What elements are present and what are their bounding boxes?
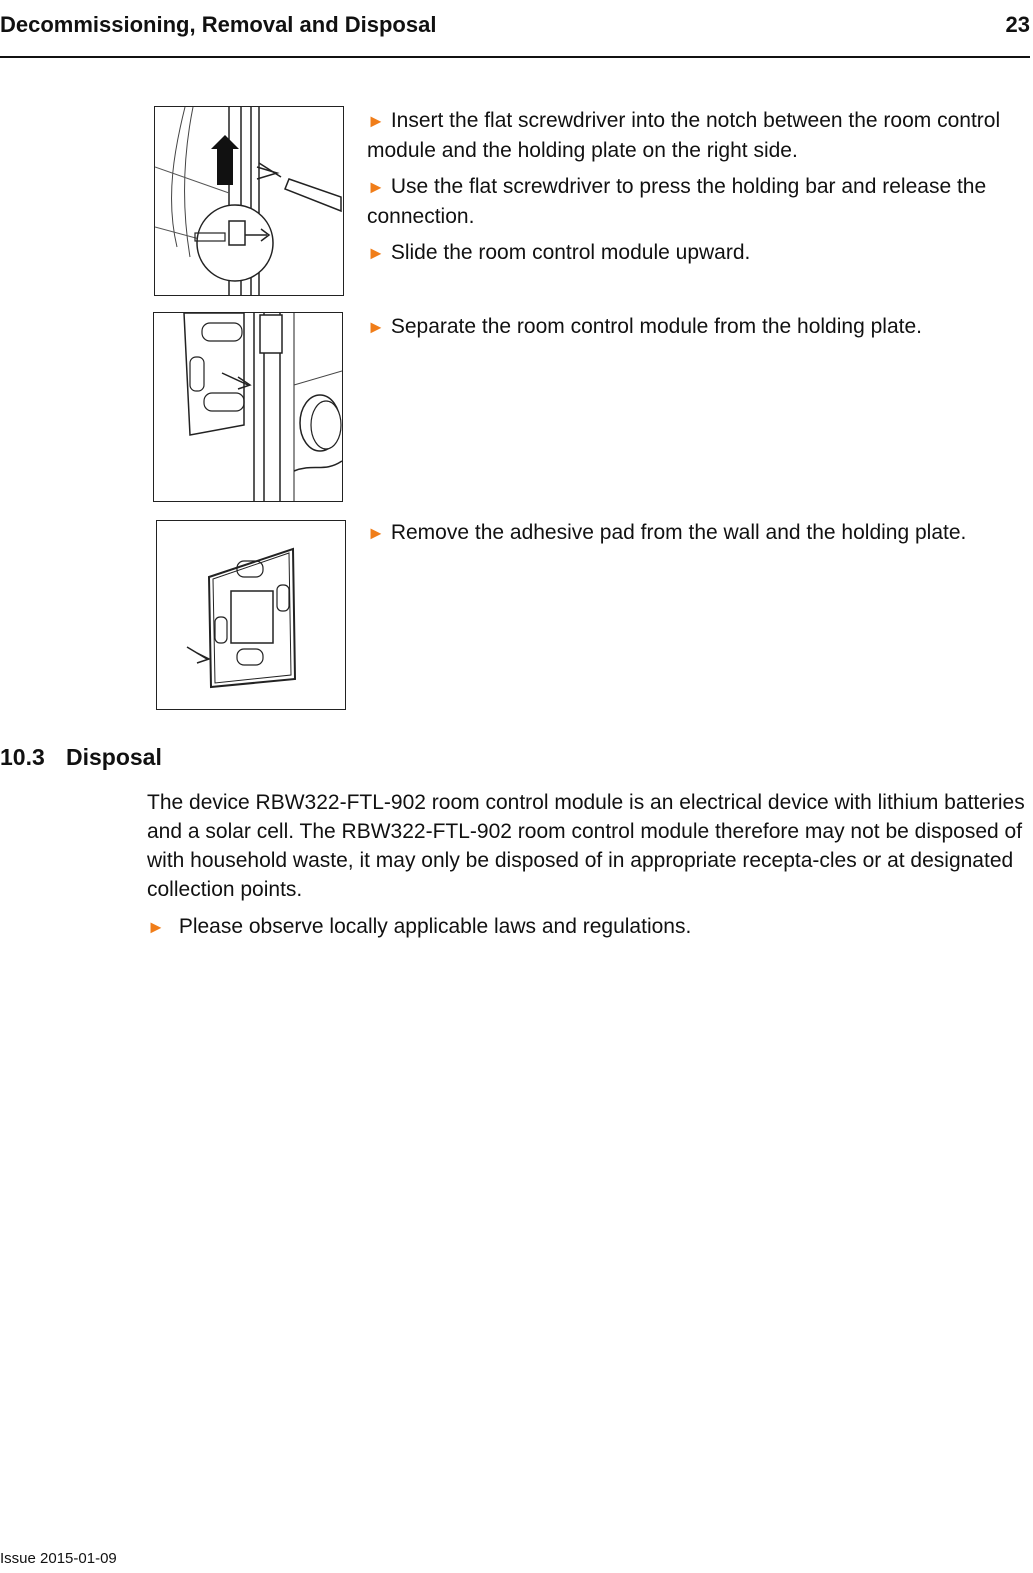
section-heading xyxy=(0,744,162,771)
bullet-arrow-icon: ► xyxy=(147,917,165,937)
bullet-arrow-icon: ► xyxy=(367,177,385,197)
step-press-holding-bar xyxy=(367,172,1029,232)
step-insert-screwdriver xyxy=(367,106,1029,166)
bullet-text: Please observe locally applicable laws and regulations. xyxy=(178,915,692,938)
step-text: Separate the room control module from the holding plate. xyxy=(390,315,922,338)
step-text: Use the flat screwdriver to press the holding bar and release the connection. xyxy=(367,175,987,228)
holding-plate-illustration xyxy=(157,521,345,709)
steps-group-1 xyxy=(367,106,1029,274)
section-title: Disposal xyxy=(66,744,162,770)
figure-separate-module xyxy=(153,312,343,502)
disposal-bullet xyxy=(147,912,1029,942)
step-text: Remove the adhesive pad from the wall and the holding plate. xyxy=(390,521,967,544)
figure-holding-plate xyxy=(156,520,346,710)
steps-group-2 xyxy=(367,312,1029,348)
steps-group-3 xyxy=(367,518,1029,554)
bullet-arrow-icon: ► xyxy=(367,317,385,337)
separate-module-illustration xyxy=(154,313,342,501)
section-number: 10.3 xyxy=(0,744,45,770)
step-slide-upward xyxy=(367,238,1029,268)
figure-screwdriver-release xyxy=(154,106,344,296)
step-text: Insert the flat screwdriver into the notch between the room control module and the holding plate on the right side. xyxy=(367,109,1001,162)
bullet-arrow-icon: ► xyxy=(367,243,385,263)
step-remove-adhesive-pad xyxy=(367,518,1029,548)
disposal-paragraph: The device RBW322-FTL-902 room control module is an electrical device with lithium batteries and a solar cell. The RBW322-FTL-902 room control module therefore may not be disposed of with household waste, it may only be disposed of in appropriate recepta-cles or at designated collection points. xyxy=(147,791,1025,901)
step-separate-module xyxy=(367,312,1029,342)
page-number: 23 xyxy=(1005,12,1030,37)
screwdriver-illustration xyxy=(155,107,343,295)
step-text: Slide the room control module upward. xyxy=(390,241,751,264)
header-title: Decommissioning, Removal and Disposal xyxy=(0,12,437,37)
footer-issue: Issue 2015-01-09 xyxy=(0,1550,117,1567)
bullet-arrow-icon: ► xyxy=(367,523,385,543)
page-header xyxy=(0,10,1030,58)
bullet-arrow-icon: ► xyxy=(367,111,385,131)
